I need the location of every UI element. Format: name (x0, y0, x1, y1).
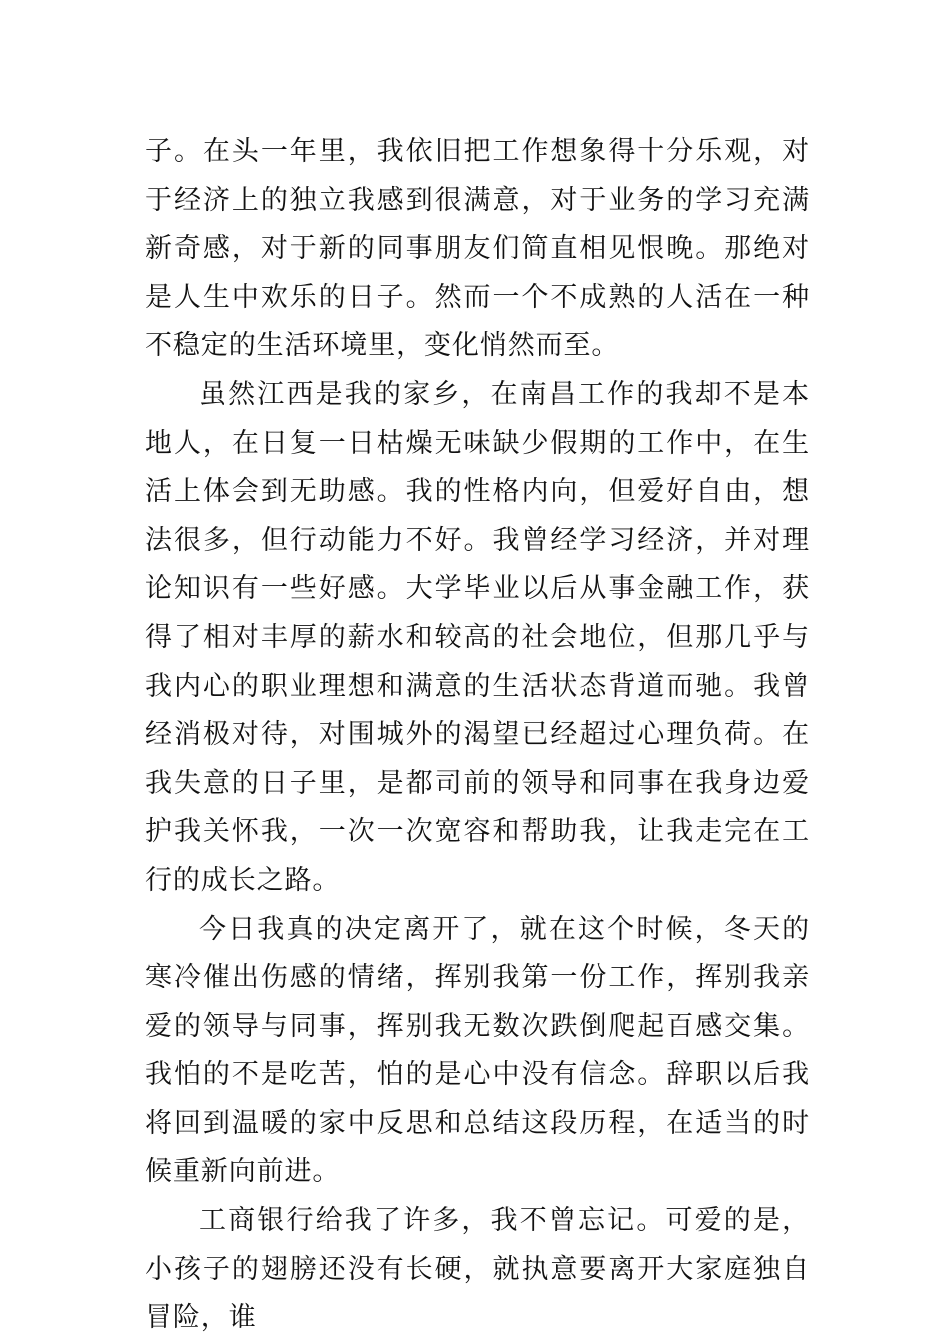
document-body (145, 128, 810, 1343)
paragraph-hometown: 虽然江西是我的家乡，在南昌工作的我却不是本地人，在日复一日枯燥无味缺少假期的工作中，在生活上体会到无助感。我的性格内向，但爱好自由，想法很多，但行动能力不好。我曾经学习经济，并对理论知识有一些好感。大学毕业以后从事金融工作，获得了相对丰厚的薪水和较高的社会地位，但那几乎与我内心的职业理想和满意的生活状态背道而驰。我曾经消极对待，对围城外的渴望已经超过心理负荷。在我失意的日子里，是都司前的领导和同事在我身边爱护我关怀我，一次一次宽容和帮助我，让我走完在工行的成长之路。 (145, 378, 810, 896)
paragraph-continuation: 子。在头一年里，我依旧把工作想象得十分乐观，对于经济上的独立我感到很满意，对于业务的学习充满新奇感，对于新的同事朋友们简直相见恨晚。那绝对是人生中欢乐的日子。然而一个不成熟的人活在一种不稳定的生活环境里，变化悄然而至。 (145, 136, 810, 362)
paragraph-decision: 今日我真的决定离开了，就在这个时候，冬天的寒冷催出伤感的情绪，挥别我第一份工作，挥别我亲爱的领导与同事，挥别我无数次跌倒爬起百感交集。我怕的不是吃苦，怕的是心中没有信念。辞职以后我将回到温暖的家中反思和总结这段历程，在适当的时候重新向前进。 (145, 913, 810, 1188)
paragraph-gratitude: 工商银行给我了许多，我不曾忘记。可爱的是，小孩子的翅膀还没有长硬，就执意要离开大家庭独自冒险，谁 (145, 1205, 810, 1334)
